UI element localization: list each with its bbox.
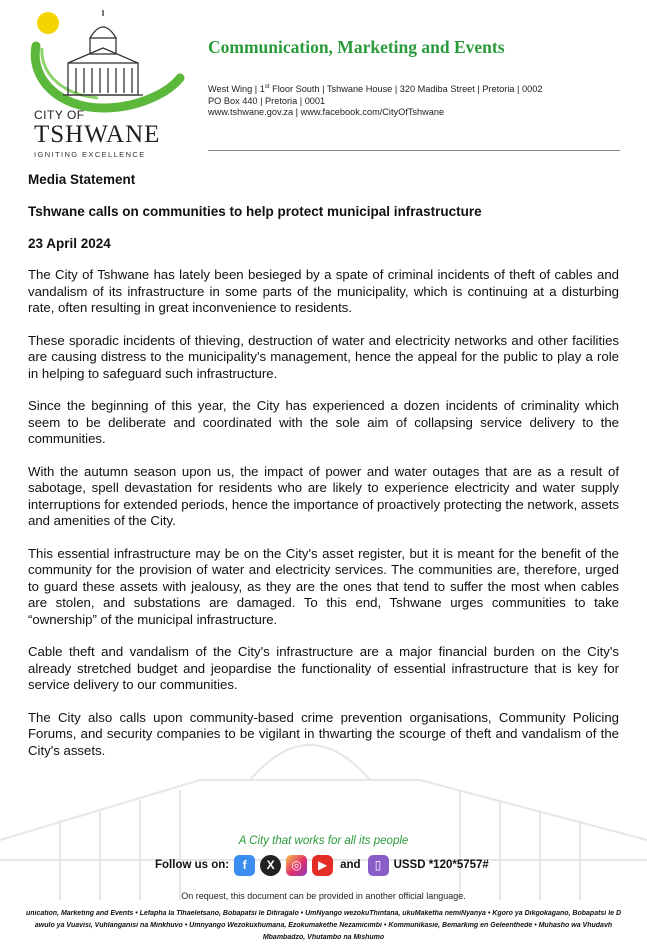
- address-line-2: PO Box 440 | Pretoria | 0001: [208, 95, 326, 106]
- statement-headline: Tshwane calls on communities to help protect municipal infrastructure: [28, 204, 482, 219]
- header-divider: [208, 150, 620, 151]
- paragraph-7: The City also calls upon community-based crime prevention organisations, Community Policing Forums, and security companies to be vigilant in thwarting the scourge of theft and vandalism of the City's assets.: [28, 709, 619, 758]
- ussd-code: USSD *120*5757#: [393, 859, 489, 871]
- address-line-1-text: West Wing | 1st Floor South | Tshwane House | 320 Madiba Street | Pretoria | 0002: [208, 84, 543, 95]
- paragraph-6: Cable theft and vandalism of the City's infrastructure are a major financial burden on the City's already stretched budget and jeopardise the functionality of essential infrastructure that is key for service delivery to our communities.: [28, 644, 619, 692]
- instagram-icon[interactable]: ◎: [286, 855, 307, 876]
- paragraph-2: These sporadic incidents of thieving, destruction of water and electricity networks and other facilities are causing distress to the municipality's management, hence the appeal for the public to play a role in helping to safeguard such infrastructure.: [28, 332, 619, 381]
- statement-body: [28, 172, 619, 775]
- department-title: Communication, Marketing and Events: [208, 37, 505, 57]
- paragraph-5: This essential infrastructure may be on the City's asset register, but it is meant for the benefit of the community for the provision of water and electricity services. The communities are, therefore, urged to guard these assets with jealousy, as they are the ones that tend to suffer the most when cables are stolen, and substations are damaged. To this end, Tshwane urges communities to take “ownership” of the municipal infrastructure.: [28, 545, 619, 627]
- languages-line-3: Mbambadzo, Vhutambo na Mishumo: [262, 934, 385, 941]
- follow-label: Follow us on:: [155, 859, 230, 871]
- statement-label: Media Statement: [28, 172, 136, 187]
- languages-line-1: unication, Marketing and Events • Lefapha la Tlhaeletsano, Bobapatsi le Ditiragalo • UmNyango wezokuThintana, ukuMaketha nemiNyanya • Kgoro ya Dikgokagano, Bobapatsi le D: [25, 910, 622, 917]
- city-logo: [28, 8, 188, 159]
- statement-date: 23 April 2024: [28, 236, 111, 251]
- address-line-1: [208, 82, 542, 96]
- and-label: and: [340, 859, 361, 871]
- address-block: [208, 82, 542, 119]
- phone-icon: ▯: [368, 855, 389, 876]
- youtube-icon[interactable]: ▶: [312, 855, 333, 876]
- paragraph-4: With the autumn season upon us, the impact of power and water outages that are as a result of sabotage, spell devastation for residents who are likely to experience electricity and water supply interruptions for extended periods, hence the importance of proactively protecting the network, assets and amenities of the City.: [28, 463, 619, 528]
- logo-tagline: IGNITING EXCELLENCE: [34, 150, 146, 159]
- address-line-3: www.tshwane.gov.za | www.facebook.com/CityOfTshwane: [208, 107, 445, 118]
- city-slogan: A City that works for all its people: [238, 835, 409, 847]
- facebook-icon[interactable]: f: [234, 855, 255, 876]
- logo-city-name: TSHWANE: [34, 121, 161, 148]
- language-request-note: On request, this document can be provided in another official language.: [181, 891, 466, 901]
- x-icon[interactable]: X: [260, 855, 281, 876]
- city-hall-logo-icon: [28, 8, 188, 118]
- languages-line-2: awulo ya Vuavisi, Vuhlanganisi na Minkhuvo • Umnyango Wezokuxhumana, Ezokumakethe Nezamicimbi • Kommunikasie, Bemarking en Geleenthede • Muhasho wa Vhudavh: [34, 922, 613, 929]
- paragraph-3: Since the beginning of this year, the City has experienced a dozen incidents of criminality which seem to be deliberate and coordinated with the sole aim of collapsing service delivery to the communities.: [28, 398, 619, 446]
- logo-city-of-text: CITY OF: [34, 108, 85, 122]
- paragraph-1: The City of Tshwane has lately been besieged by a spate of criminal incidents of theft of cables and vandalism of its infrastructure in some parts of the municipality, which is continuing at a disturbing rate, often resulting in great inconvenience to residents.: [28, 267, 619, 315]
- social-bar: [155, 853, 489, 877]
